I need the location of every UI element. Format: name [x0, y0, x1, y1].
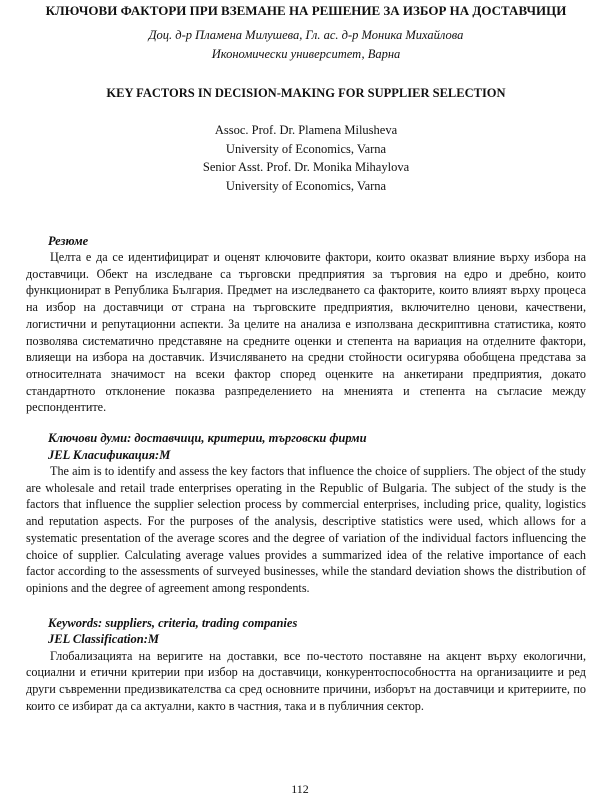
english-jel: JEL Classification:M — [48, 632, 160, 647]
english-abstract: The aim is to identify and assess the key factors that influence the choice of suppliers. The object of the study are wholesale and retail trade enterprises operating in the Republic of Bulgaria. The subject of the study is the factors that influence the supplier selection process by commercial enterprises, including price, quality, logistics and reputation aspects. For the purposes of the analysis, descriptive statistics were used, which allows for a systematic presentation of the average scores and the degree of variation of the individual factors influencing the choice of supplier. Calculating average values provides a summarized idea of the relative importance of each factor according to the assessments of surveyed businesses, while the standard deviation shows the distribution of opinions and the degree of agreement among respondents. — [26, 464, 586, 595]
english-keywords: Keywords: suppliers, criteria, trading companies — [48, 615, 298, 630]
english-author-2: Senior Asst. Prof. Dr. Monika Mihaylova — [202, 160, 410, 174]
bulgarian-affiliation: Икономически университет, Варна — [211, 47, 401, 61]
bulgarian-author-names: Доц. д-р Пламена Милушева, Гл. ас. д-р Моника Михайлова — [148, 28, 464, 42]
bulgarian-keywords: Ключови думи: доставчици, критерии, търговски фирми — [48, 431, 367, 446]
abstract-heading: Резюме — [48, 234, 89, 248]
bulgarian-authors — [26, 26, 586, 64]
bulgarian-title: КЛЮЧОВИ ФАКТОРИ ПРИ ВЗЕМАНЕ НА РЕШЕНИЕ ЗА ИЗБОР НА ДОСТАВЧИЦИ — [45, 3, 567, 18]
bulgarian-abstract: Целта е да се идентифицират и оценят ключовите фактори, които оказват влияние върху избора на доставчици. Обект на изследване са търговски предприятия за търговия на едро и дребно, които функционират в Република България. Предмет на изследването са факторите, които влияят върху процеса на избор на доставчици от страна на търговските предприятия, включително ценови, качествени, логистични и репутационни аспекти. За целите на анализа е използвана дескриптивна статистика, която позволява систематично представяне на средните оценки и степента на вариация на отделните фактори, влияещи на избора на доставчик. Изчисляването на средни стойности осигурява обобщена представа за относителната значимост на всеки фактор според оценките на анкетирани предприятия, докато стандартното отклонение показва разпределението на мненията и степента на съгласие между респондентите. — [26, 250, 586, 415]
english-authors — [26, 121, 586, 195]
english-affiliation-1: University of Economics, Varna — [225, 141, 387, 156]
english-title: KEY FACTORS IN DECISION-MAKING FOR SUPPLIER SELECTION — [106, 86, 506, 100]
bulgarian-jel: JEL Класификация:M — [48, 447, 171, 462]
page-number: 112 — [291, 782, 309, 796]
introduction-paragraph: Глобализацията на веригите на доставки, все по-честото поставяне на акцент върху екологични, социални и етични критерии при избор на доставчици, конкурентоспособността на организациите и ред други съвременни предизвикателства са сред основните причини, изборът на доставчици и критериите, по които се избират да са актуални, както в частния, така и в публичния сектор. — [26, 648, 586, 713]
english-affiliation-2: University of Economics, Varna — [225, 178, 387, 193]
english-author-1: Assoc. Prof. Dr. Plamena Milusheva — [214, 123, 398, 137]
